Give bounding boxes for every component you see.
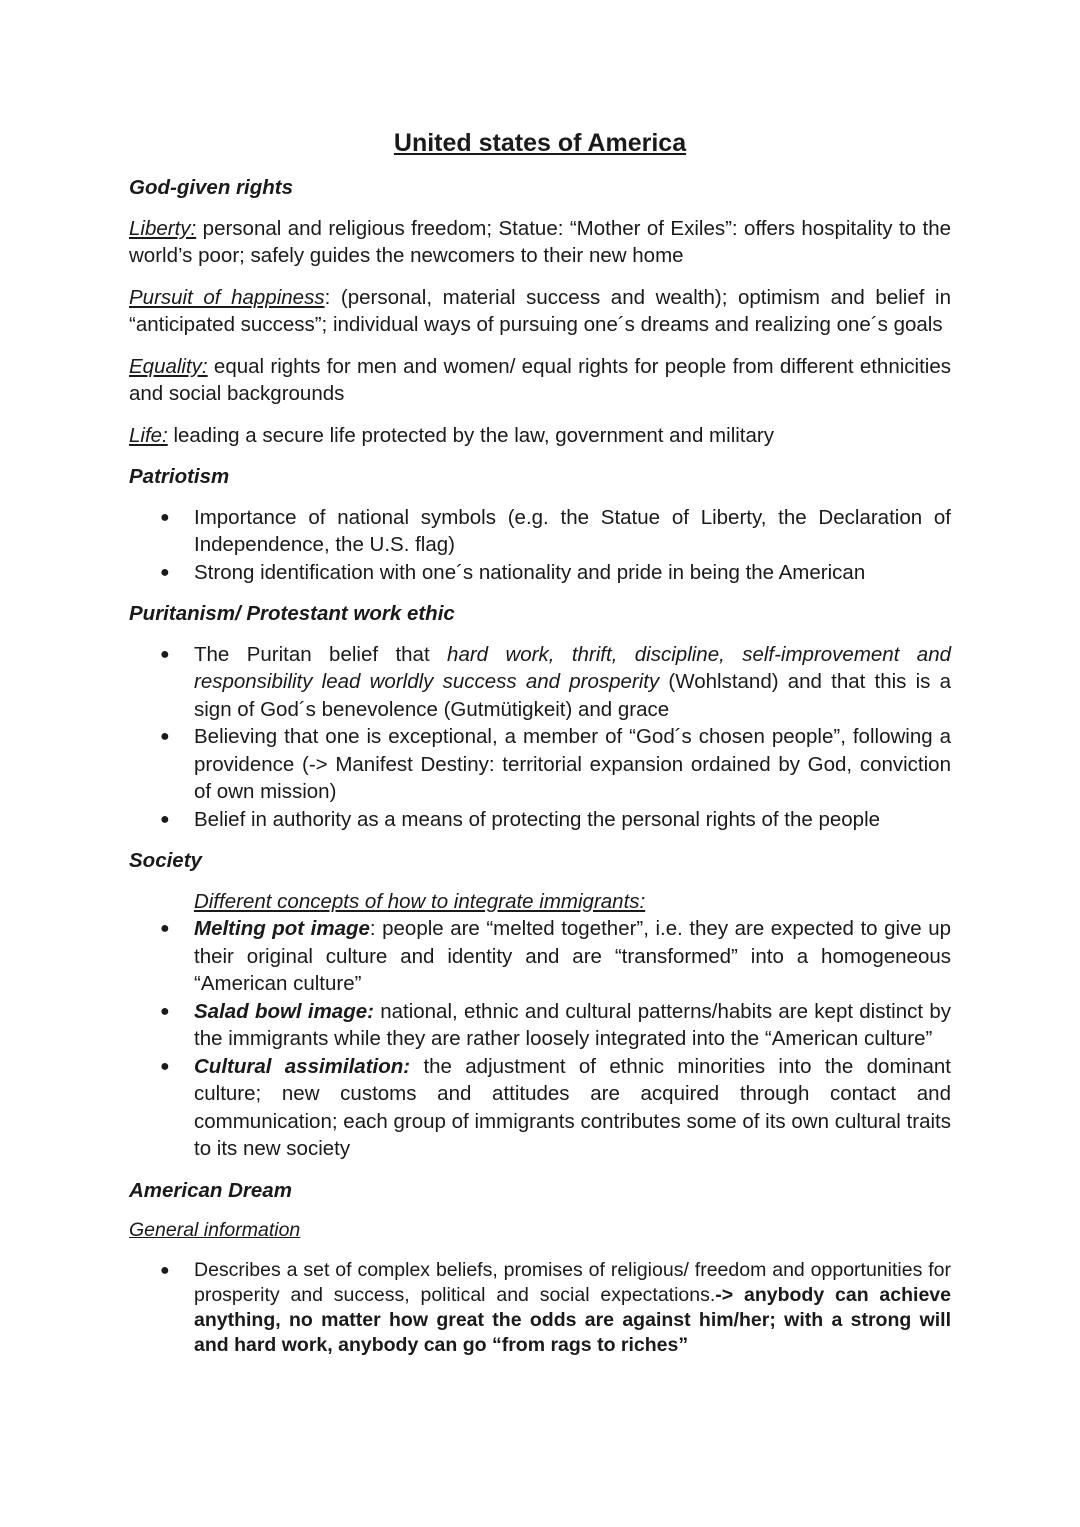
list-item: [160, 1053, 951, 1163]
list-item: [160, 641, 951, 724]
list-item-text: : people are “melted together”, i.e. they are expected to give up their original culture and identity and are “transformed” into a homogeneous “American culture”: [194, 917, 952, 995]
list-item-text: national, ethnic and cultural patterns/habits are kept distinct by the immigrants while they are rather loosely integrated into the “American culture”: [194, 999, 951, 1050]
puritanism-list: [129, 641, 951, 834]
list-item-text-end: (Wohlstand) and that this is a sign of God´s benevolence (Gutmütigkeit) and grace: [194, 670, 951, 721]
list-item: [160, 504, 951, 559]
text-life: leading a secure life protected by the law, government and military: [167, 423, 774, 447]
text-pursuit-of-happiness: : (personal, material success and wealth); optimism and belief in “anticipated success”; individual ways of pursuing one´s dreams and realizing one´s goals: [129, 285, 951, 336]
section-heading-society: Society: [129, 849, 202, 872]
term-melting-pot: Melting pot image: [194, 917, 370, 940]
paragraph-liberty: [129, 215, 951, 270]
term-liberty: Liberty:: [129, 216, 197, 240]
term-cultural-assimilation: Cultural assimilation:: [194, 1054, 411, 1078]
term-pursuit-of-happiness: Pursuit of happiness: [129, 285, 325, 309]
bullet-icon: ●: [160, 728, 170, 745]
term-life: Life:: [129, 423, 168, 447]
society-intro: Different concepts of how to integrate immigrants:: [194, 889, 646, 913]
term-equality: Equality:: [129, 354, 208, 378]
document-page: [129, 126, 951, 1372]
list-item: [160, 915, 952, 998]
section-heading-god-given-rights: God-given rights: [129, 176, 293, 199]
bullet-icon: ●: [160, 1261, 170, 1279]
section-heading-american-dream: American Dream: [129, 1178, 292, 1202]
list-item-text: Believing that one is exceptional, a member of “God´s chosen people”, following a providence (-> Manifest Destiny: territorial expansion ordained by God, conviction of own mission): [194, 725, 951, 803]
section-heading-puritanism: Puritanism/ Protestant work ethic: [129, 602, 455, 625]
list-item: [160, 806, 951, 834]
list-item-text-bold: -> anybody can achieve anything, no matter how great the odds are against him/her; with a strong will and hard work, anybody can go “from rags to riches”: [194, 1283, 951, 1356]
paragraph-pursuit-of-happiness: [129, 284, 951, 339]
bullet-icon: ●: [160, 508, 170, 526]
bullet-icon: ●: [160, 645, 170, 663]
bullet-icon: ●: [160, 1057, 170, 1075]
list-item-text: Importance of national symbols (e.g. the Statue of Liberty, the Declaration of Independence, the U.S. flag): [194, 505, 951, 556]
list-item: [160, 1258, 951, 1358]
list-item-text-italic: hard work, thrift, discipline, self-improvement and responsibility lead worldly success and prosperity: [194, 642, 951, 693]
patriotism-list: [129, 504, 951, 587]
list-item-text: Belief in authority as a means of protecting the personal rights of the people: [194, 807, 881, 831]
page-title: United states of America: [393, 129, 687, 157]
text-equality: equal rights for men and women/ equal rights for people from different ethnicities and social backgrounds: [129, 354, 951, 405]
text-liberty: personal and religious freedom; Statue: “Mother of Exiles”: offers hospitality to the world’s poor; safely guides the newcomers to their new home: [129, 216, 951, 267]
subheading-general-information: General information: [129, 1219, 301, 1241]
list-item-text: Strong identification with one´s nationality and pride in being the American: [194, 560, 866, 584]
paragraph-life: [129, 422, 951, 450]
list-item-text: Describes a set of complex beliefs, promises of religious/ freedom and opportunities for prosperity and success, political and social expectations.: [194, 1258, 951, 1306]
term-salad-bowl: Salad bowl image:: [194, 999, 374, 1023]
list-item: [160, 998, 951, 1053]
american-dream-list: [129, 1258, 951, 1358]
list-item-text: the adjustment of ethnic minorities into the dominant culture; new customs and attitudes are acquired through contact and communication; each group of immigrants contributes some of its own cultural traits to its new society: [194, 1054, 951, 1160]
paragraph-equality: [129, 353, 951, 408]
list-item-text-start: The Puritan belief that: [194, 642, 448, 666]
bullet-icon: ●: [160, 563, 170, 581]
bullet-icon: ●: [160, 1002, 170, 1020]
bullet-icon: ●: [160, 920, 170, 937]
bullet-icon: ●: [160, 810, 170, 828]
list-item: [160, 559, 951, 587]
list-item: [160, 723, 951, 806]
section-heading-patriotism: Patriotism: [129, 465, 230, 488]
society-list: [129, 915, 951, 1163]
